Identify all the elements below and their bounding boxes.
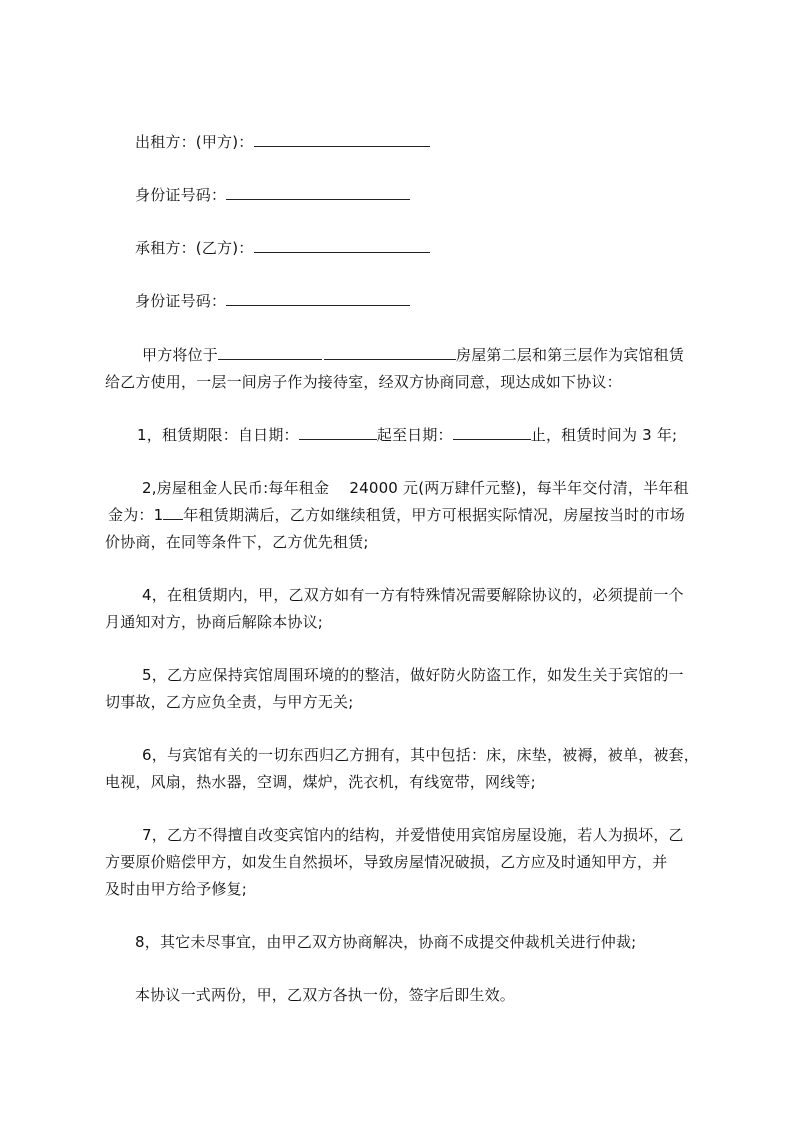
lessor-id-blank bbox=[226, 184, 410, 200]
lessee-label: 承租方：(乙方)： bbox=[135, 239, 254, 257]
clause-1-c: 止，租赁时间为 3 年; bbox=[530, 426, 678, 444]
lessor-blank bbox=[254, 131, 430, 147]
intro-text-a: 甲方将位于 bbox=[142, 346, 219, 364]
lessee-id-label: 身份证号码： bbox=[135, 292, 227, 310]
half-year-blank bbox=[163, 504, 183, 520]
clause-4-line-1: 4，在租赁期内，甲，乙双方如有一方有特殊情况需要解除协议的，必须提前一个 bbox=[142, 586, 684, 604]
lessor-id-row bbox=[135, 184, 410, 206]
clause-2-line-2-a: 金为：1 bbox=[108, 506, 164, 524]
lessee-id-row bbox=[135, 290, 410, 312]
clause-7-line-3: 及时由甲方给予修复; bbox=[105, 880, 248, 898]
intro-text-b: 房屋第二层和第三层作为宾馆租赁 bbox=[456, 346, 685, 364]
lessee-id-blank bbox=[226, 290, 410, 306]
lessor-row bbox=[135, 131, 430, 153]
clause-1-a: 1，租赁期限：自日期： bbox=[137, 426, 299, 444]
clause-6-line-2: 电视，风扇，热水器，空调，煤炉，洗衣机，有线宽带，网线等; bbox=[105, 773, 536, 791]
clause-2-line-3: 价协商，在同等条件下，乙方优先租赁; bbox=[105, 533, 369, 551]
location-blank-2 bbox=[324, 344, 456, 360]
clause-1 bbox=[137, 424, 677, 446]
lessee-blank bbox=[254, 237, 430, 253]
lessor-label: 出租方：(甲方)： bbox=[135, 133, 254, 151]
clause-2-line-1: 2,房屋租金人民币:每年租金 24000 元(两万肆仟元整)，每半年交付清，半年租 bbox=[142, 479, 689, 497]
intro-line-1 bbox=[142, 344, 684, 366]
clause-5-line-1: 5，乙方应保持宾馆周围环境的的整洁，做好防火防盗工作，如发生关于宾馆的一 bbox=[142, 666, 684, 684]
clause-6-line-1: 6，与宾馆有关的一切东西归乙方拥有，其中包括：床，床垫，被褥，被单，被套， bbox=[142, 746, 699, 764]
clause-5-line-2: 切事故，乙方应负全责，与甲方无关; bbox=[105, 693, 354, 711]
start-date-blank bbox=[299, 424, 377, 440]
clause-2-line-2-b: 年租赁期满后，乙方如继续租赁，甲方可根据实际情况，房屋按当时的市场 bbox=[183, 506, 685, 524]
closing-line: 本协议一式两份，甲，乙双方各执一份，签字后即生效。 bbox=[135, 986, 516, 1004]
clause-8-line-1: 8，其它未尽事宜，由甲乙双方协商解决，协商不成提交仲裁机关进行仲裁; bbox=[135, 933, 637, 951]
end-date-blank bbox=[453, 424, 531, 440]
location-blank-1 bbox=[218, 344, 322, 360]
intro-line-2: 给乙方使用，一层一间房子作为接待室，经双方协商同意，现达成如下协议： bbox=[105, 373, 622, 391]
clause-7-line-2: 方要原价赔偿甲方，如发生自然损坏，导致房屋情况破损，乙方应及时通知甲方，并 bbox=[105, 853, 668, 871]
clause-4-line-2: 月通知对方，协商后解除本协议; bbox=[105, 613, 324, 631]
lessee-row bbox=[135, 237, 430, 259]
clause-1-b: 起至日期： bbox=[376, 426, 453, 444]
clause-7-line-1: 7，乙方不得擅自改变宾馆内的结构，并爱惜使用宾馆房屋设施，若人为损坏，乙 bbox=[142, 826, 684, 844]
lessor-id-label: 身份证号码： bbox=[135, 186, 227, 204]
clause-2-line-2 bbox=[108, 504, 698, 526]
